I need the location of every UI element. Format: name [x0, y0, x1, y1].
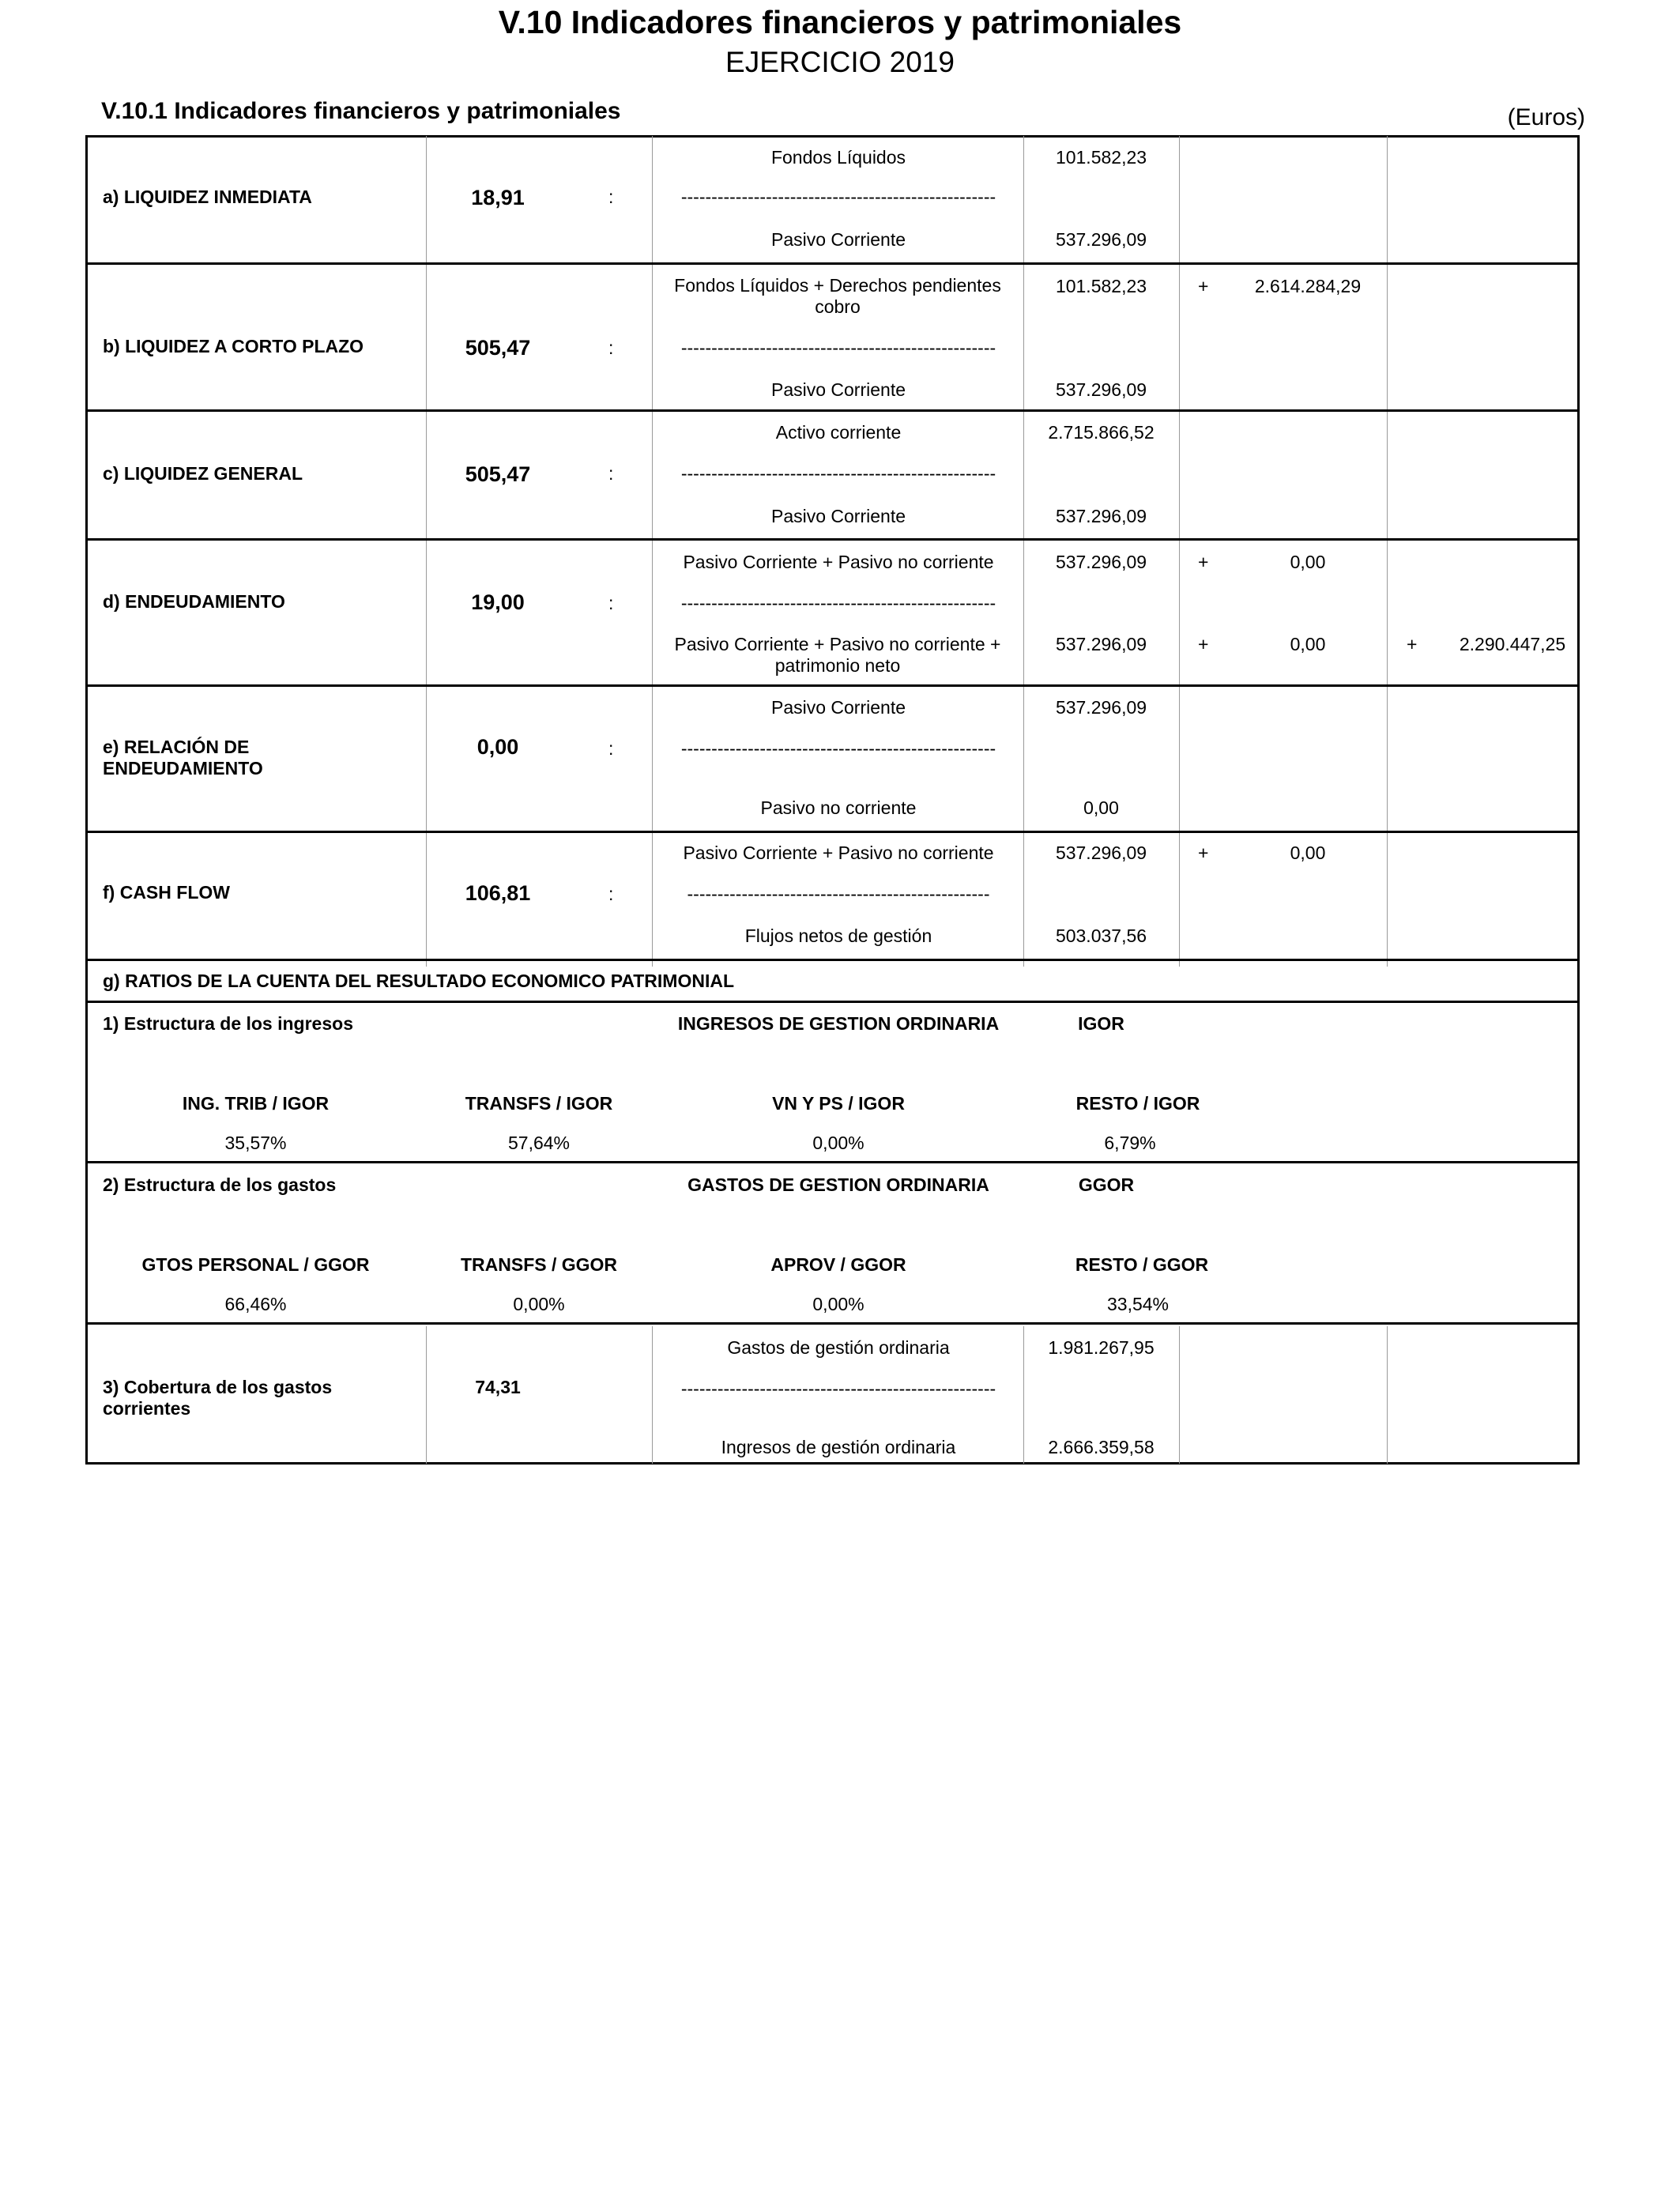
row-divider: [85, 1322, 1580, 1325]
row-f-numerator-label: Pasivo Corriente + Pasivo no corriente: [683, 843, 994, 863]
units-label: (Euros): [1507, 104, 1585, 130]
row-d-numerator-value: 537.296,09: [1055, 552, 1147, 572]
g1-heading: INGRESOS DE GESTION ORDINARIA: [677, 1013, 1000, 1034]
row-d-fraction-line: ----------------------------------------------------: [680, 593, 996, 613]
row-e-fraction-line: ----------------------------------------------------: [680, 738, 996, 759]
row-d-plus-3: +: [1407, 634, 1418, 654]
row-d-label: d) ENDEUDAMIENTO: [103, 591, 285, 612]
g1-abbr: IGOR: [1078, 1013, 1124, 1034]
g2-col-3: RESTO / GGOR: [1075, 1254, 1209, 1275]
row-d-denominator-value-2: 0,00: [1290, 634, 1326, 654]
grid-line: [1179, 136, 1180, 967]
g1-val-1: 57,64%: [507, 1133, 570, 1153]
row-c-denominator-value: 537.296,09: [1055, 506, 1147, 526]
row-divider: [85, 684, 1580, 687]
row-f-colon: :: [608, 884, 614, 904]
row-f-denominator-label: Flujos netos de gestión: [744, 925, 932, 946]
row-divider: [85, 1161, 1580, 1163]
g2-col-0: GTOS PERSONAL / GGOR: [141, 1254, 370, 1275]
row-f-numerator-value-2: 0,00: [1290, 843, 1326, 863]
g1-val-0: 35,57%: [224, 1133, 287, 1153]
row-e-value: 0,00: [477, 735, 519, 759]
row-g-label: g) RATIOS DE LA CUENTA DEL RESULTADO ECONOMICO PATRIMONIAL: [103, 971, 735, 991]
row-c-value: 505,47: [465, 462, 531, 486]
row-e-denominator-label: Pasivo no corriente: [760, 797, 917, 818]
row-e-numerator-label: Pasivo Corriente: [770, 697, 906, 718]
row-f-numerator-value: 537.296,09: [1055, 843, 1147, 863]
g1-col-1: TRANSFS / IGOR: [465, 1093, 613, 1114]
row-f-fraction-line: --------------------------------------------------: [687, 884, 990, 904]
row-e-numerator-value: 537.296,09: [1055, 697, 1147, 718]
row-b-denominator-label: Pasivo Corriente: [770, 379, 906, 400]
row-c-colon: :: [608, 463, 614, 484]
row-divider: [85, 538, 1580, 541]
row-a-numerator-label: Fondos Líquidos: [770, 147, 906, 168]
row-b-colon: :: [608, 337, 614, 358]
row-a-denominator-value: 537.296,09: [1055, 229, 1147, 250]
row-d-numerator-label: Pasivo Corriente + Pasivo no corriente: [683, 552, 994, 572]
grid-line: [1387, 1326, 1388, 1464]
row-divider: [85, 262, 1580, 265]
g2-label: 2) Estructura de los gastos: [103, 1174, 337, 1195]
g3-denominator-label: Ingresos de gestión ordinaria: [721, 1437, 956, 1457]
section-title: V.10.1 Indicadores financieros y patrimoniales: [101, 98, 621, 124]
g2-val-1: 0,00%: [513, 1294, 565, 1314]
row-divider: [85, 831, 1580, 833]
row-a-value: 18,91: [471, 186, 525, 209]
row-f-plus: +: [1198, 843, 1209, 863]
row-a-label: a) LIQUIDEZ INMEDIATA: [103, 187, 312, 207]
grid-line: [1179, 1326, 1180, 1464]
row-b-value: 505,47: [465, 336, 531, 360]
g1-col-3: RESTO / IGOR: [1075, 1093, 1200, 1114]
row-c-denominator-label: Pasivo Corriente: [770, 506, 906, 526]
g2-col-1: TRANSFS / GGOR: [460, 1254, 618, 1275]
row-b-plus: +: [1198, 276, 1209, 296]
row-c-numerator-value: 2.715.866,52: [1048, 422, 1155, 443]
row-b-fraction-line: ----------------------------------------------------: [680, 337, 996, 358]
g1-val-2: 0,00%: [812, 1133, 864, 1153]
g2-heading: GASTOS DE GESTION ORDINARIA: [687, 1174, 989, 1195]
row-divider: [85, 1001, 1580, 1003]
grid-line: [1387, 136, 1388, 967]
g1-val-3: 6,79%: [1104, 1133, 1156, 1153]
g3-label: 3) Cobertura de los gastos corrientes: [103, 1377, 333, 1419]
row-d-colon: :: [608, 593, 614, 613]
row-d-plus-2: +: [1198, 634, 1209, 654]
row-divider: [85, 959, 1580, 961]
g1-col-0: ING. TRIB / IGOR: [182, 1093, 330, 1114]
row-d-denominator-value-3: 2.290.447,25: [1459, 634, 1566, 654]
row-f-value: 106,81: [465, 881, 531, 905]
row-a-denominator-label: Pasivo Corriente: [770, 229, 906, 250]
row-f-label: f) CASH FLOW: [103, 882, 230, 903]
row-a-colon: :: [608, 187, 614, 207]
row-e-label: e) RELACIÓN DE ENDEUDAMIENTO: [103, 737, 263, 778]
row-d-denominator-value: 537.296,09: [1055, 634, 1147, 654]
row-b-label: b) LIQUIDEZ A CORTO PLAZO: [103, 336, 364, 356]
page-subtitle: EJERCICIO 2019: [725, 46, 955, 78]
row-c-fraction-line: ----------------------------------------------------: [680, 463, 996, 484]
row-e-colon: :: [608, 738, 614, 759]
g2-col-2: APROV / GGOR: [770, 1254, 906, 1275]
g3-denominator-value: 2.666.359,58: [1048, 1437, 1155, 1457]
row-d-denominator-label: Pasivo Corriente + Pasivo no corriente + patrimonio neto: [674, 634, 1001, 676]
row-b-numerator-label: Fondos Líquidos + Derechos pendientes cobro: [674, 275, 1001, 317]
grid-line: [426, 136, 427, 967]
g3-numerator-value: 1.981.267,95: [1048, 1337, 1155, 1358]
g2-val-2: 0,00%: [812, 1294, 864, 1314]
row-a-fraction-line: ----------------------------------------------------: [680, 187, 996, 207]
row-e-denominator-value: 0,00: [1083, 797, 1119, 818]
g1-label: 1) Estructura de los ingresos: [103, 1013, 353, 1034]
row-f-denominator-value: 503.037,56: [1055, 925, 1147, 946]
row-d-value: 19,00: [471, 590, 525, 614]
row-b-numerator-value: 101.582,23: [1055, 276, 1147, 296]
g1-col-2: VN Y PS / IGOR: [772, 1093, 905, 1114]
row-divider: [85, 409, 1580, 412]
g3-value: 74,31: [475, 1377, 521, 1397]
page-title: V.10 Indicadores financieros y patrimoniales: [498, 4, 1182, 40]
row-d-numerator-value-2: 0,00: [1290, 552, 1326, 572]
row-b-numerator-value-2: 2.614.284,29: [1254, 276, 1362, 296]
row-c-label: c) LIQUIDEZ GENERAL: [103, 463, 303, 484]
row-c-numerator-label: Activo corriente: [775, 422, 902, 443]
row-b-denominator-value: 537.296,09: [1055, 379, 1147, 400]
g2-val-0: 66,46%: [224, 1294, 287, 1314]
g2-abbr: GGOR: [1078, 1174, 1135, 1195]
g2-val-3: 33,54%: [1106, 1294, 1169, 1314]
g3-numerator-label: Gastos de gestión ordinaria: [727, 1337, 950, 1358]
g3-fraction-line: ----------------------------------------------------: [680, 1378, 996, 1399]
row-a-numerator-value: 101.582,23: [1055, 147, 1147, 168]
row-d-plus: +: [1198, 552, 1209, 572]
